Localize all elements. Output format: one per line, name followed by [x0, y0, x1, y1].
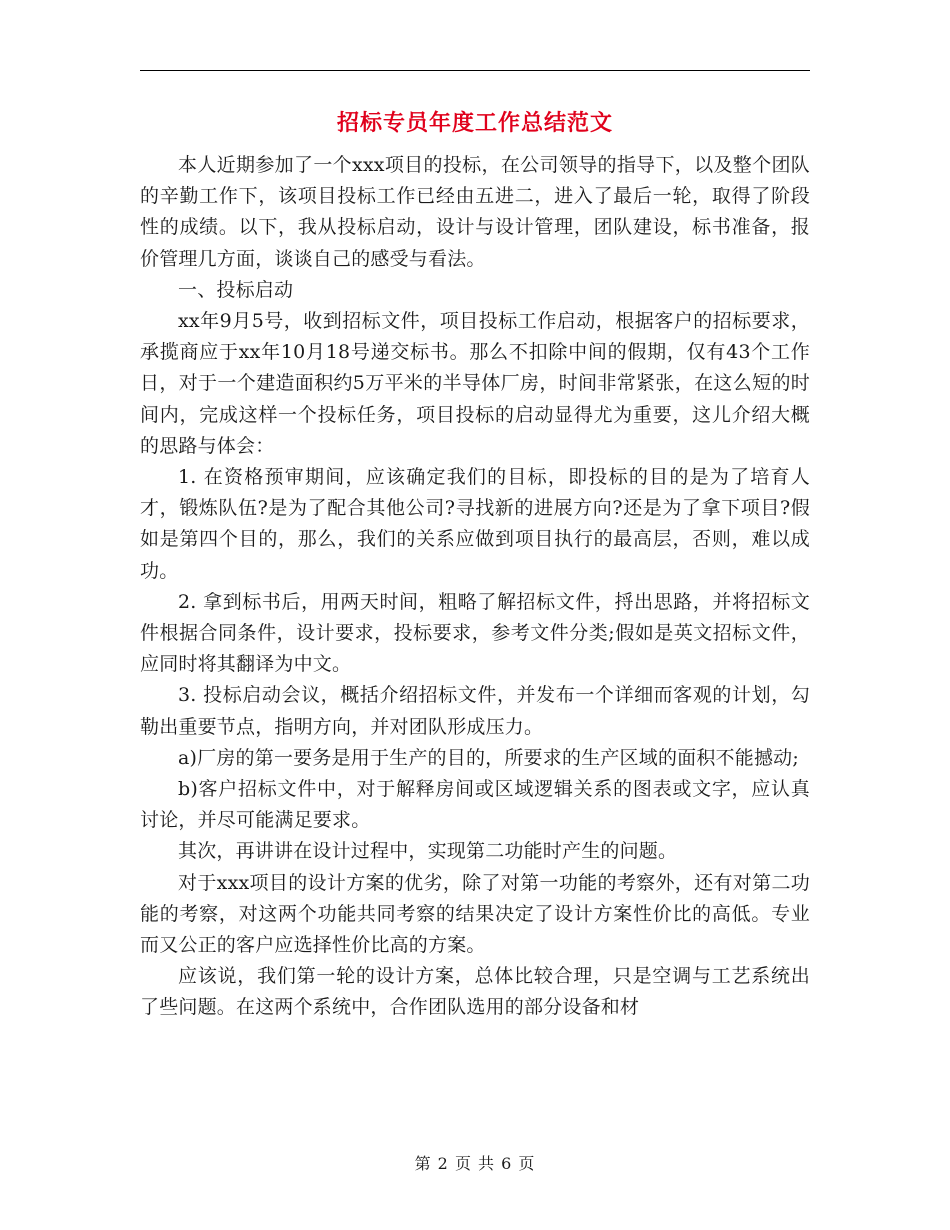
paragraph: 本人近期参加了一个xxx项目的投标，在公司领导的指导下，以及整个团队的辛勤工作下，该项目投标工作已经由五进二，进入了最后一轮，取得了阶段性的成绩。以下，我从投标启动，设计与设计管理，团队建设，标书准备，报价管理几方面，谈谈自己的感受与看法。	[140, 154, 810, 270]
list-item: 1. 在资格预审期间，应该确定我们的目标，即投标的目的是为了培育人才，锻炼队伍?是为了配合其他公司?寻找新的进展方向?还是为了拿下项目?假如是第四个目的，那么，我们的关系应做到项目执行的最高层，否则，难以成功。	[140, 466, 810, 582]
document-title: 招标专员年度工作总结范文	[336, 111, 613, 136]
paragraph: 对于xxx项目的设计方案的优劣，除了对第一功能的考察外，还有对第二功能的考察，对这两个功能共同考察的结果决定了设计方案性价比的高低。专业而又公正的客户应选择性价比高的方案。	[140, 871, 810, 957]
section-heading: 一、投标启动	[178, 278, 294, 301]
page-number-footer: 第 2 页 共 6 页	[414, 1154, 536, 1173]
list-item: 2. 拿到标书后，用两天时间，粗略了解招标文件，捋出思路，并将招标文件根据合同条件，设计要求，投标要求，参考文件分类;假如是英文招标文件，应同时将其翻译为中文。	[140, 590, 810, 676]
list-item: 3. 投标启动会议，概括介绍招标文件，并发布一个详细而客观的计划，勾勒出重要节点，指明方向，并对团队形成压力。	[140, 684, 810, 738]
header-rule	[140, 70, 810, 71]
sub-list-item: a)厂房的第一要务是用于生产的目的，所要求的生产区域的面积不能撼动;	[178, 746, 799, 769]
sub-list-item: b)客户招标文件中，对于解释房间或区域逻辑关系的图表或文字，应认真讨论，并尽可能满足要求。	[140, 778, 810, 832]
document-body	[140, 150, 810, 1024]
paragraph: xx年9月5号，收到招标文件，项目投标工作启动，根据客户的招标要求，承揽商应于xx年10月18号递交标书。那么不扣除中间的假期，仅有43个工作日，对于一个建造面积约5万平米的半导体厂房，时间非常紧张，在这么短的时间内，完成这样一个投标任务，项目投标的启动显得尤为重要，这儿介绍大概的思路与体会：	[140, 310, 810, 457]
paragraph: 应该说，我们第一轮的设计方案，总体比较合理，只是空调与工艺系统出了些问题。在这两个系统中，合作团队选用的部分设备和材	[140, 965, 810, 1019]
paragraph: 其次，再讲讲在设计过程中，实现第二功能时产生的问题。	[178, 840, 678, 863]
